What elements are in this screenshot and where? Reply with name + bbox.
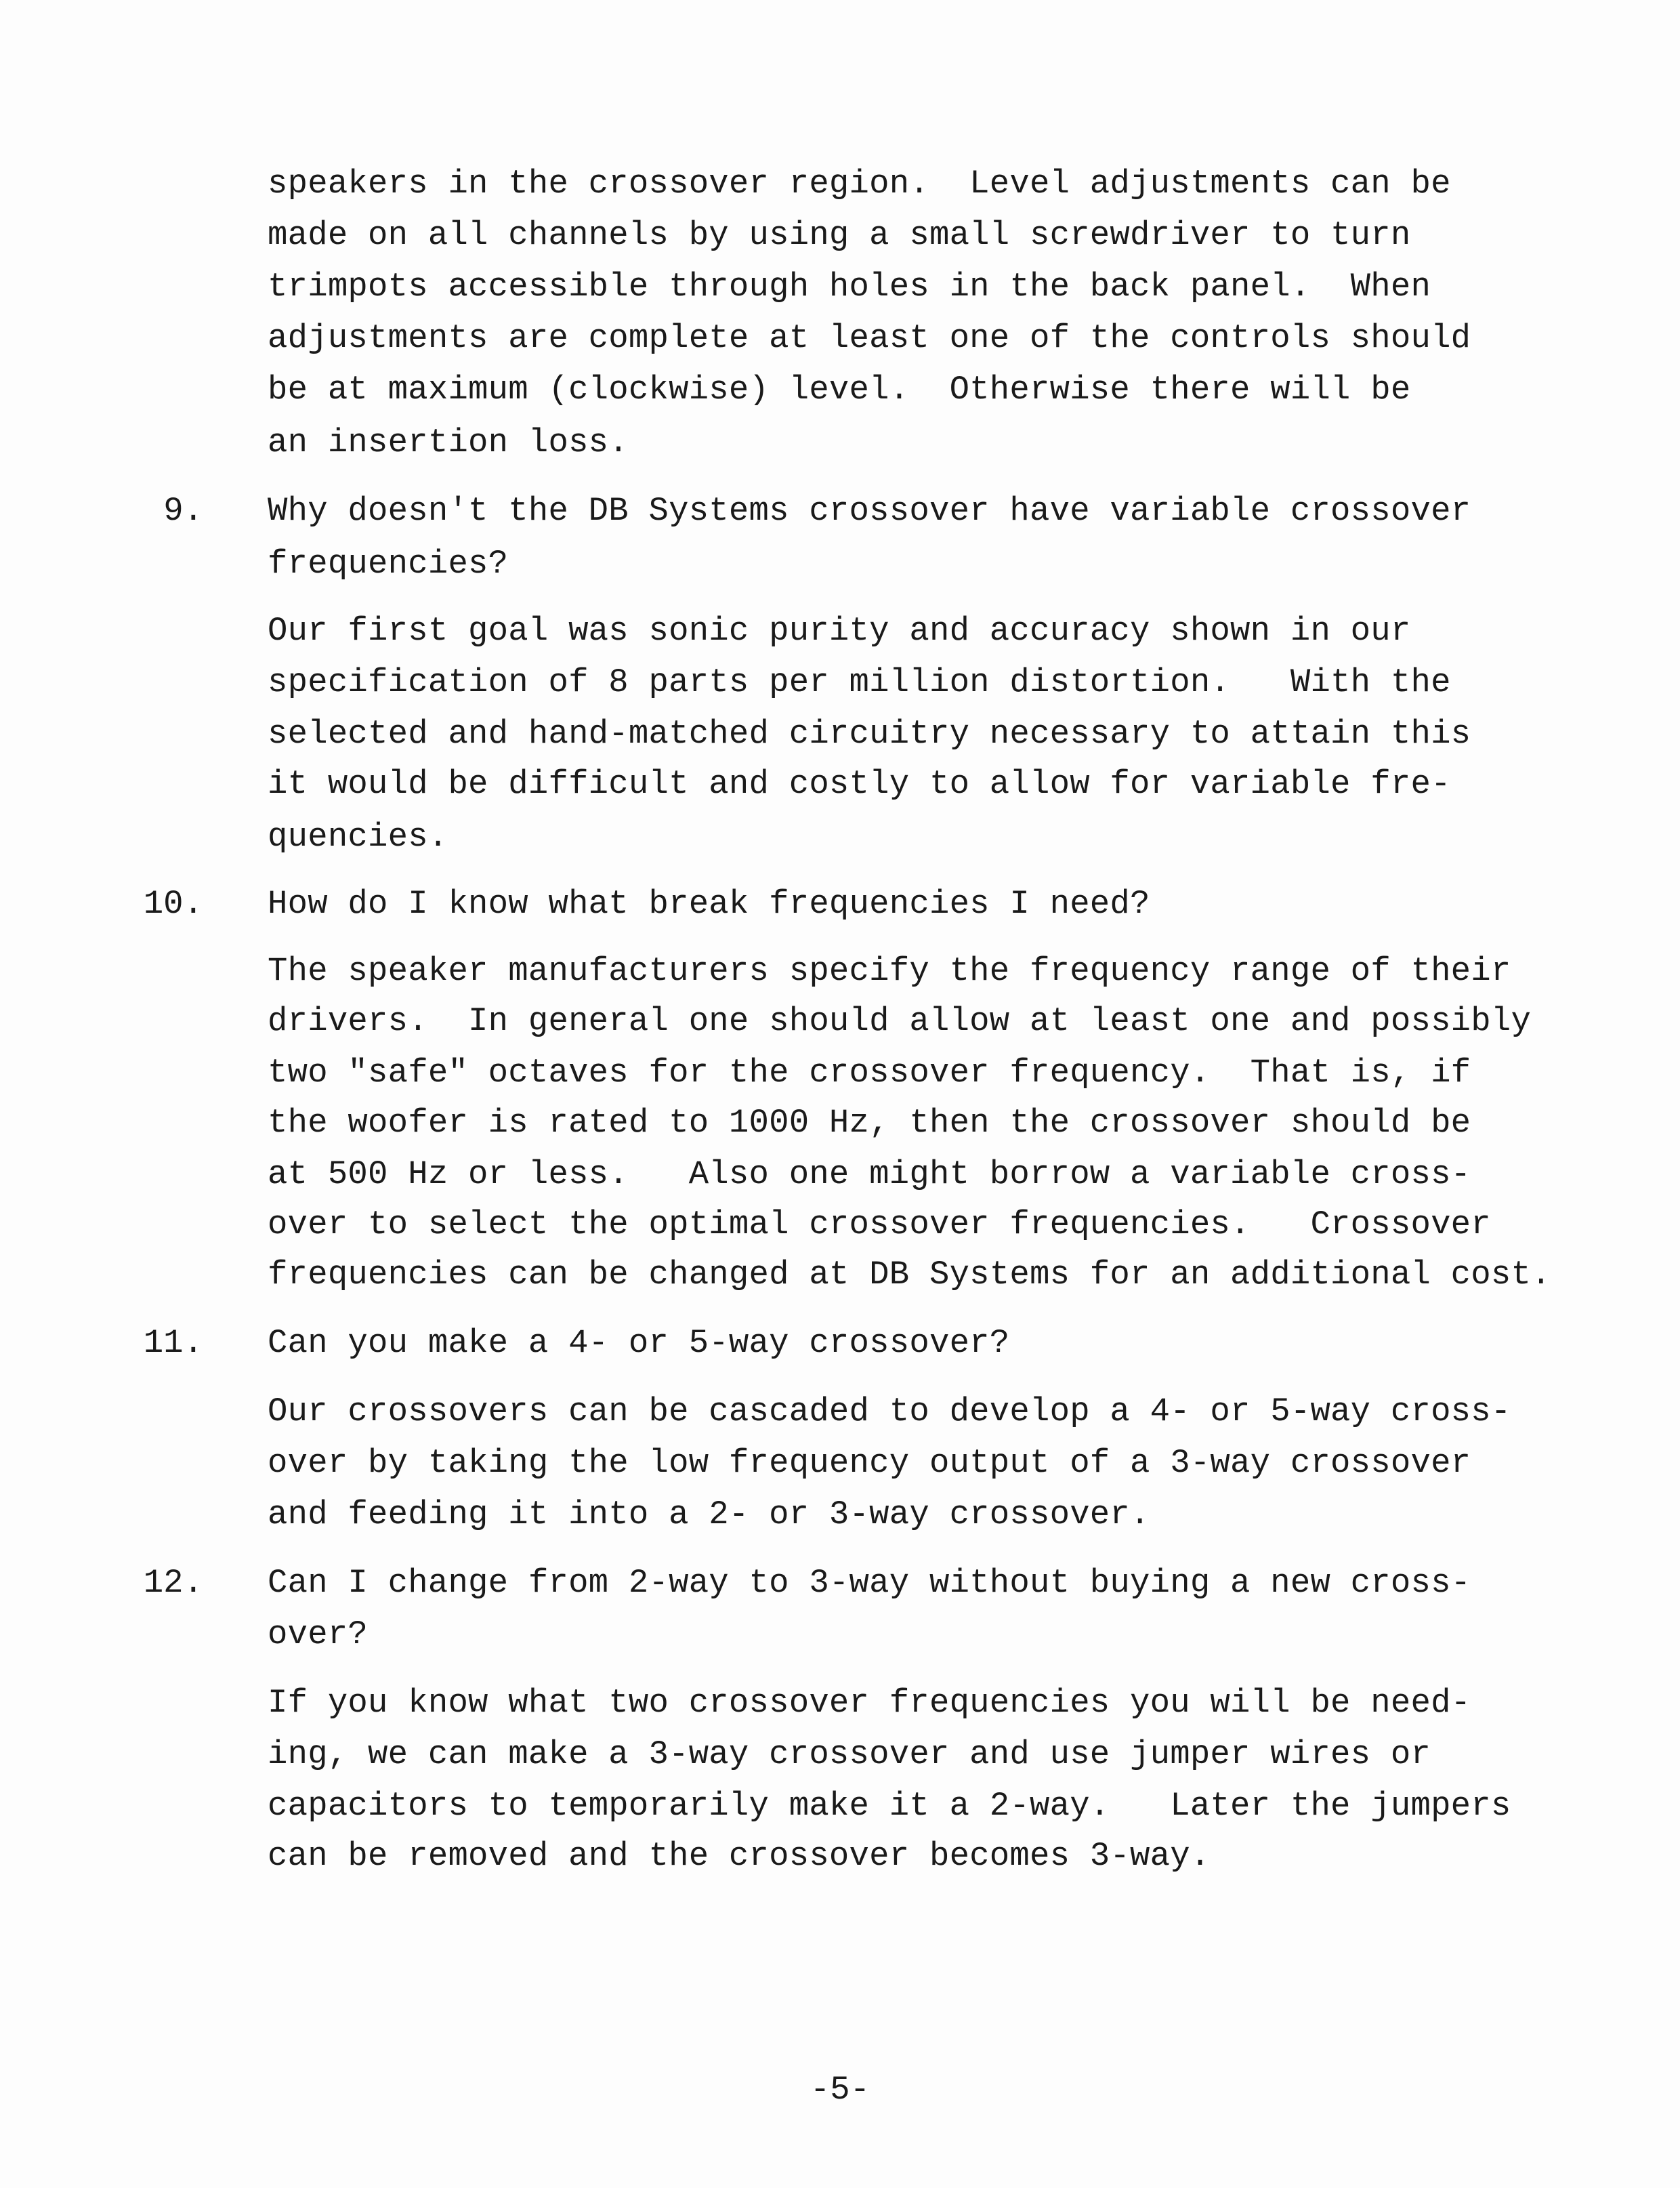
- answer-line: made on all channels by using a small screwdriver to turn: [268, 216, 1411, 254]
- question-number: 10.: [143, 885, 203, 923]
- answer-line: capacitors to temporarily make it a 2-way. Later the jumpers: [268, 1787, 1511, 1825]
- question-line: frequencies?: [268, 545, 509, 583]
- answer-line: Our first goal was sonic purity and accuracy shown in our: [268, 612, 1411, 650]
- answer-line: over to select the optimal crossover frequencies. Crossover: [268, 1205, 1491, 1243]
- answer-line: over by taking the low frequency output of a 3-way crossover: [268, 1444, 1471, 1482]
- question-line: Why doesn't the DB Systems crossover have variable crossover: [268, 492, 1471, 530]
- question-line: Can I change from 2-way to 3-way without buying a new cross-: [268, 1564, 1471, 1602]
- question-number: 9.: [163, 492, 203, 530]
- answer-line: and feeding it into a 2- or 3-way crossover.: [268, 1495, 1150, 1533]
- answer-line: it would be difficult and costly to allow for variable fre-: [268, 765, 1451, 803]
- answer-line: can be removed and the crossover becomes 3-way.: [268, 1837, 1211, 1875]
- question-line: How do I know what break frequencies I need?: [268, 885, 1150, 923]
- answer-line: two "safe" octaves for the crossover frequency. That is, if: [268, 1054, 1471, 1092]
- answer-line: The speaker manufacturers specify the frequency range of their: [268, 952, 1511, 990]
- page-number: -5-: [810, 2071, 870, 2109]
- answer-line: quencies.: [268, 818, 448, 856]
- answer-line: at 500 Hz or less. Also one might borrow a variable cross-: [268, 1155, 1471, 1193]
- question-line: over?: [268, 1615, 369, 1653]
- answer-line: selected and hand-matched circuitry necessary to attain this: [268, 715, 1471, 753]
- question-line: Can you make a 4- or 5-way crossover?: [268, 1324, 1010, 1362]
- answer-line: drivers. In general one should allow at least one and possibly: [268, 1002, 1532, 1040]
- answer-line: frequencies can be changed at DB Systems for an additional cost.: [268, 1256, 1551, 1294]
- question-number: 12.: [143, 1564, 203, 1602]
- answer-line: speakers in the crossover region. Level adjustments can be: [268, 165, 1451, 203]
- answer-line: ing, we can make a 3-way crossover and use jumper wires or: [268, 1735, 1431, 1773]
- answer-line: the woofer is rated to 1000 Hz, then the crossover should be: [268, 1104, 1471, 1142]
- answer-line: If you know what two crossover frequencies you will be need-: [268, 1684, 1471, 1722]
- answer-line: be at maximum (clockwise) level. Otherwise there will be: [268, 371, 1411, 409]
- answer-line: Our crossovers can be cascaded to develop a 4- or 5-way cross-: [268, 1392, 1511, 1430]
- question-number: 11.: [143, 1324, 203, 1362]
- answer-line: trimpots accessible through holes in the back panel. When: [268, 268, 1431, 306]
- answer-line: specification of 8 parts per million distortion. With the: [268, 663, 1451, 701]
- answer-line: an insertion loss.: [268, 424, 629, 461]
- answer-line: adjustments are complete at least one of the controls should: [268, 319, 1471, 357]
